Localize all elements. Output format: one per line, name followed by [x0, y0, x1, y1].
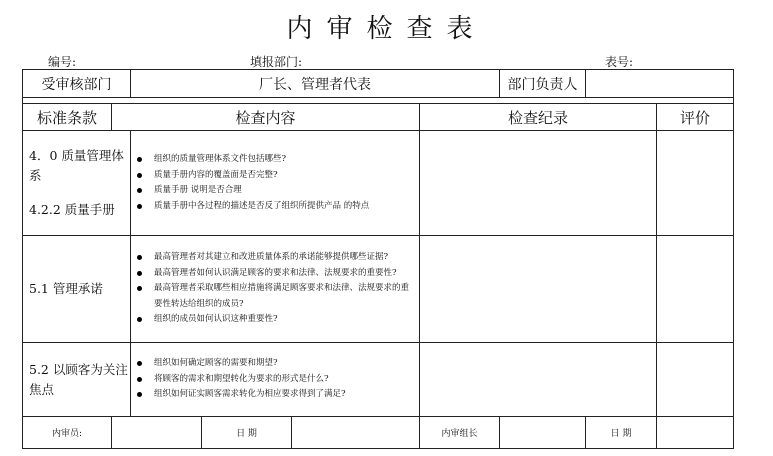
clause-text: 5.2 以顾客为关注焦点 — [29, 361, 128, 397]
check-content-cell — [131, 131, 420, 236]
lead-auditor-field[interactable] — [500, 417, 586, 449]
dept-head-label: 部门负责人 — [500, 70, 586, 98]
column-header-row — [23, 104, 734, 131]
list-item: 最高管理者对其建立和改进质量体系的承诺能够提供哪些证据? — [137, 250, 417, 266]
audited-dept-label: 受审核部门 — [23, 70, 131, 98]
signature-row — [23, 417, 734, 449]
date-label: 日 期 — [202, 417, 292, 449]
audit-checklist-table — [22, 69, 734, 449]
list-item: 组织的成员如何认识这种重要性? — [137, 312, 417, 328]
auditor-label: 内审员: — [23, 417, 112, 449]
dept-head-value[interactable] — [586, 70, 734, 98]
rating-cell[interactable] — [657, 131, 734, 236]
table-row — [23, 131, 734, 236]
check-record-cell[interactable] — [420, 131, 657, 236]
list-item: 组织的质量管理体系文件包括哪些? — [137, 152, 417, 168]
reporting-dept-label: 填报部门: — [250, 55, 303, 69]
list-item: 最高管理者如何认识满足顾客的要求和法律、法规要求的重要性? — [137, 266, 417, 282]
table-row — [23, 343, 734, 417]
list-item: 最高管理者采取哪些相应措施将满足顾客要求和法律、法规要求的重要性转达给组织的成员? — [137, 281, 417, 312]
check-content-cell — [131, 343, 420, 417]
form-number-label: 表号: — [605, 55, 634, 69]
column-header-record: 检查纪录 — [420, 104, 657, 131]
audited-dept-row — [23, 70, 734, 98]
column-header-rating: 评价 — [657, 104, 734, 131]
list-item: 质量手册内容的覆盖面是否完整? — [137, 168, 417, 184]
check-content-cell — [131, 236, 420, 343]
date-field[interactable] — [292, 417, 420, 449]
audited-dept-value[interactable]: 厂长、管理者代表 — [131, 70, 500, 98]
standard-clause-cell — [23, 236, 131, 343]
table-row — [23, 236, 734, 343]
standard-clause-cell — [23, 343, 131, 417]
date-field[interactable] — [657, 417, 734, 449]
date-label: 日 期 — [586, 417, 657, 449]
clause-text: 4.2.2 质量手册 — [29, 202, 115, 217]
serial-number-label: 编号: — [48, 55, 77, 69]
list-item: 组织如何证实顾客需求转化为相应要求得到了满足? — [137, 387, 417, 403]
clause-text: 5.1 管理承诺 — [29, 281, 103, 296]
auditor-field[interactable] — [112, 417, 202, 449]
standard-clause-cell — [23, 131, 131, 236]
list-item: 质量手册中各过程的描述是否反了组织所提供产品 的特点 — [137, 199, 417, 215]
clause-text: 4．0 质量管理体系 — [29, 148, 124, 183]
rating-cell[interactable] — [657, 236, 734, 343]
check-record-cell[interactable] — [420, 343, 657, 417]
page-title: 内审检查表 — [286, 14, 487, 44]
column-header-standard: 标准条款 — [23, 104, 112, 131]
lead-auditor-label: 内审组长 — [420, 417, 500, 449]
list-item: 组织如何确定顾客的需要和期望? — [137, 356, 417, 372]
check-record-cell[interactable] — [420, 236, 657, 343]
rating-cell[interactable] — [657, 343, 734, 417]
column-header-content: 检查内容 — [112, 104, 420, 131]
list-item: 质量手册 说明是否合理 — [137, 183, 417, 199]
list-item: 将顾客的需求和期望转化为要求的形式是什么? — [137, 372, 417, 388]
